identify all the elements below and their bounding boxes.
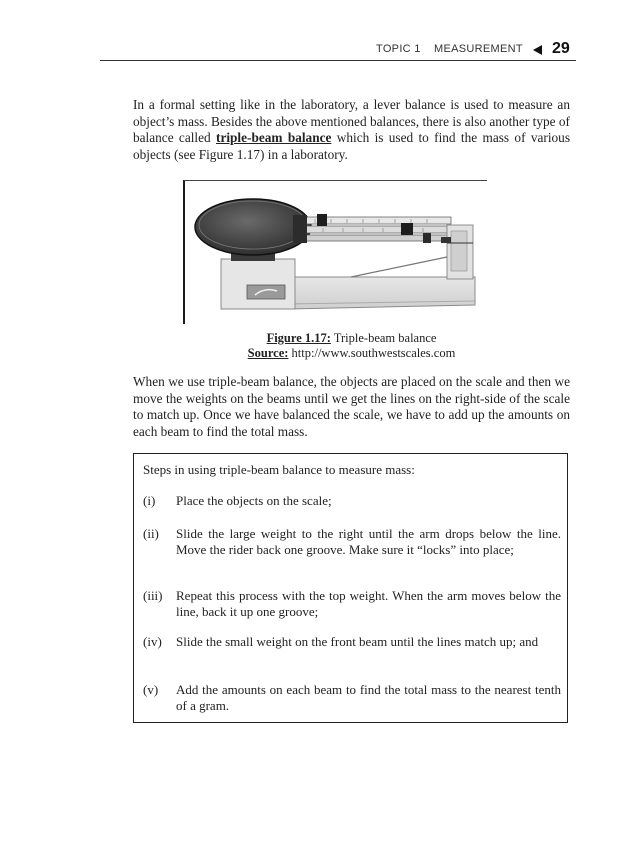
- figure-caption-text: Triple-beam balance: [330, 331, 437, 345]
- left-triangle-icon: [533, 45, 542, 55]
- page-number: 29: [552, 40, 570, 57]
- page-header: [100, 40, 576, 61]
- figure-caption: [133, 331, 570, 346]
- steps-intro: Steps in using triple-beam balance to measure mass:: [143, 462, 415, 477]
- header-topic: TOPIC 1: [376, 43, 421, 55]
- steps-box: [133, 453, 568, 723]
- source-url: http://www.southwestscales.com: [288, 346, 456, 360]
- triple-beam-balance-figure: [183, 180, 487, 324]
- step-number: (v): [143, 682, 159, 697]
- step-number: (iii): [143, 588, 163, 603]
- step-text: Slide the small weight on the front beam until the lines match up; and: [176, 634, 539, 649]
- source-label: Source:: [247, 346, 289, 360]
- figure-label: Figure 1.17:: [266, 331, 331, 345]
- keyword-triple-beam: triple-beam balance: [216, 130, 332, 146]
- figure-source: [133, 346, 570, 361]
- step-text: Place the objects on the scale;: [176, 493, 332, 508]
- usage-paragraph: When we use triple-beam balance, the objects are placed on the scale and then we move the weights on the beams until we get the lines on the right-side of the scale to match up. Once we have balanced the scale, we have to add up the amounts on each beam to find the total mass.: [133, 374, 570, 439]
- step-text: Add the amounts on each beam to find the total mass to the nearest tenth of a gram.: [176, 682, 561, 714]
- intro-text-after: which is used to find the mass of various objects (see Figure 1.17) in a laboratory.: [133, 130, 570, 162]
- intro-text-before: In a formal setting like in the laboratory, a lever balance is used to measure an object’s mass. Besides the above mentioned balances, there is also another type of balance called: [133, 97, 570, 146]
- intro-paragraph: [133, 97, 570, 163]
- step-number: (iv): [143, 634, 162, 649]
- step-number: (ii): [143, 526, 159, 541]
- header-section: MEASUREMENT: [434, 43, 523, 55]
- step-number: (i): [143, 493, 156, 508]
- triple-beam-balance-illustration: [185, 181, 487, 324]
- step-text: Repeat this process with the top weight. When the arm moves below the line, back it up one groove;: [176, 588, 561, 620]
- step-text: Slide the large weight to the right until the arm drops below the line. Move the rider back one groove. Make sure it “locks” into place;: [176, 526, 561, 558]
